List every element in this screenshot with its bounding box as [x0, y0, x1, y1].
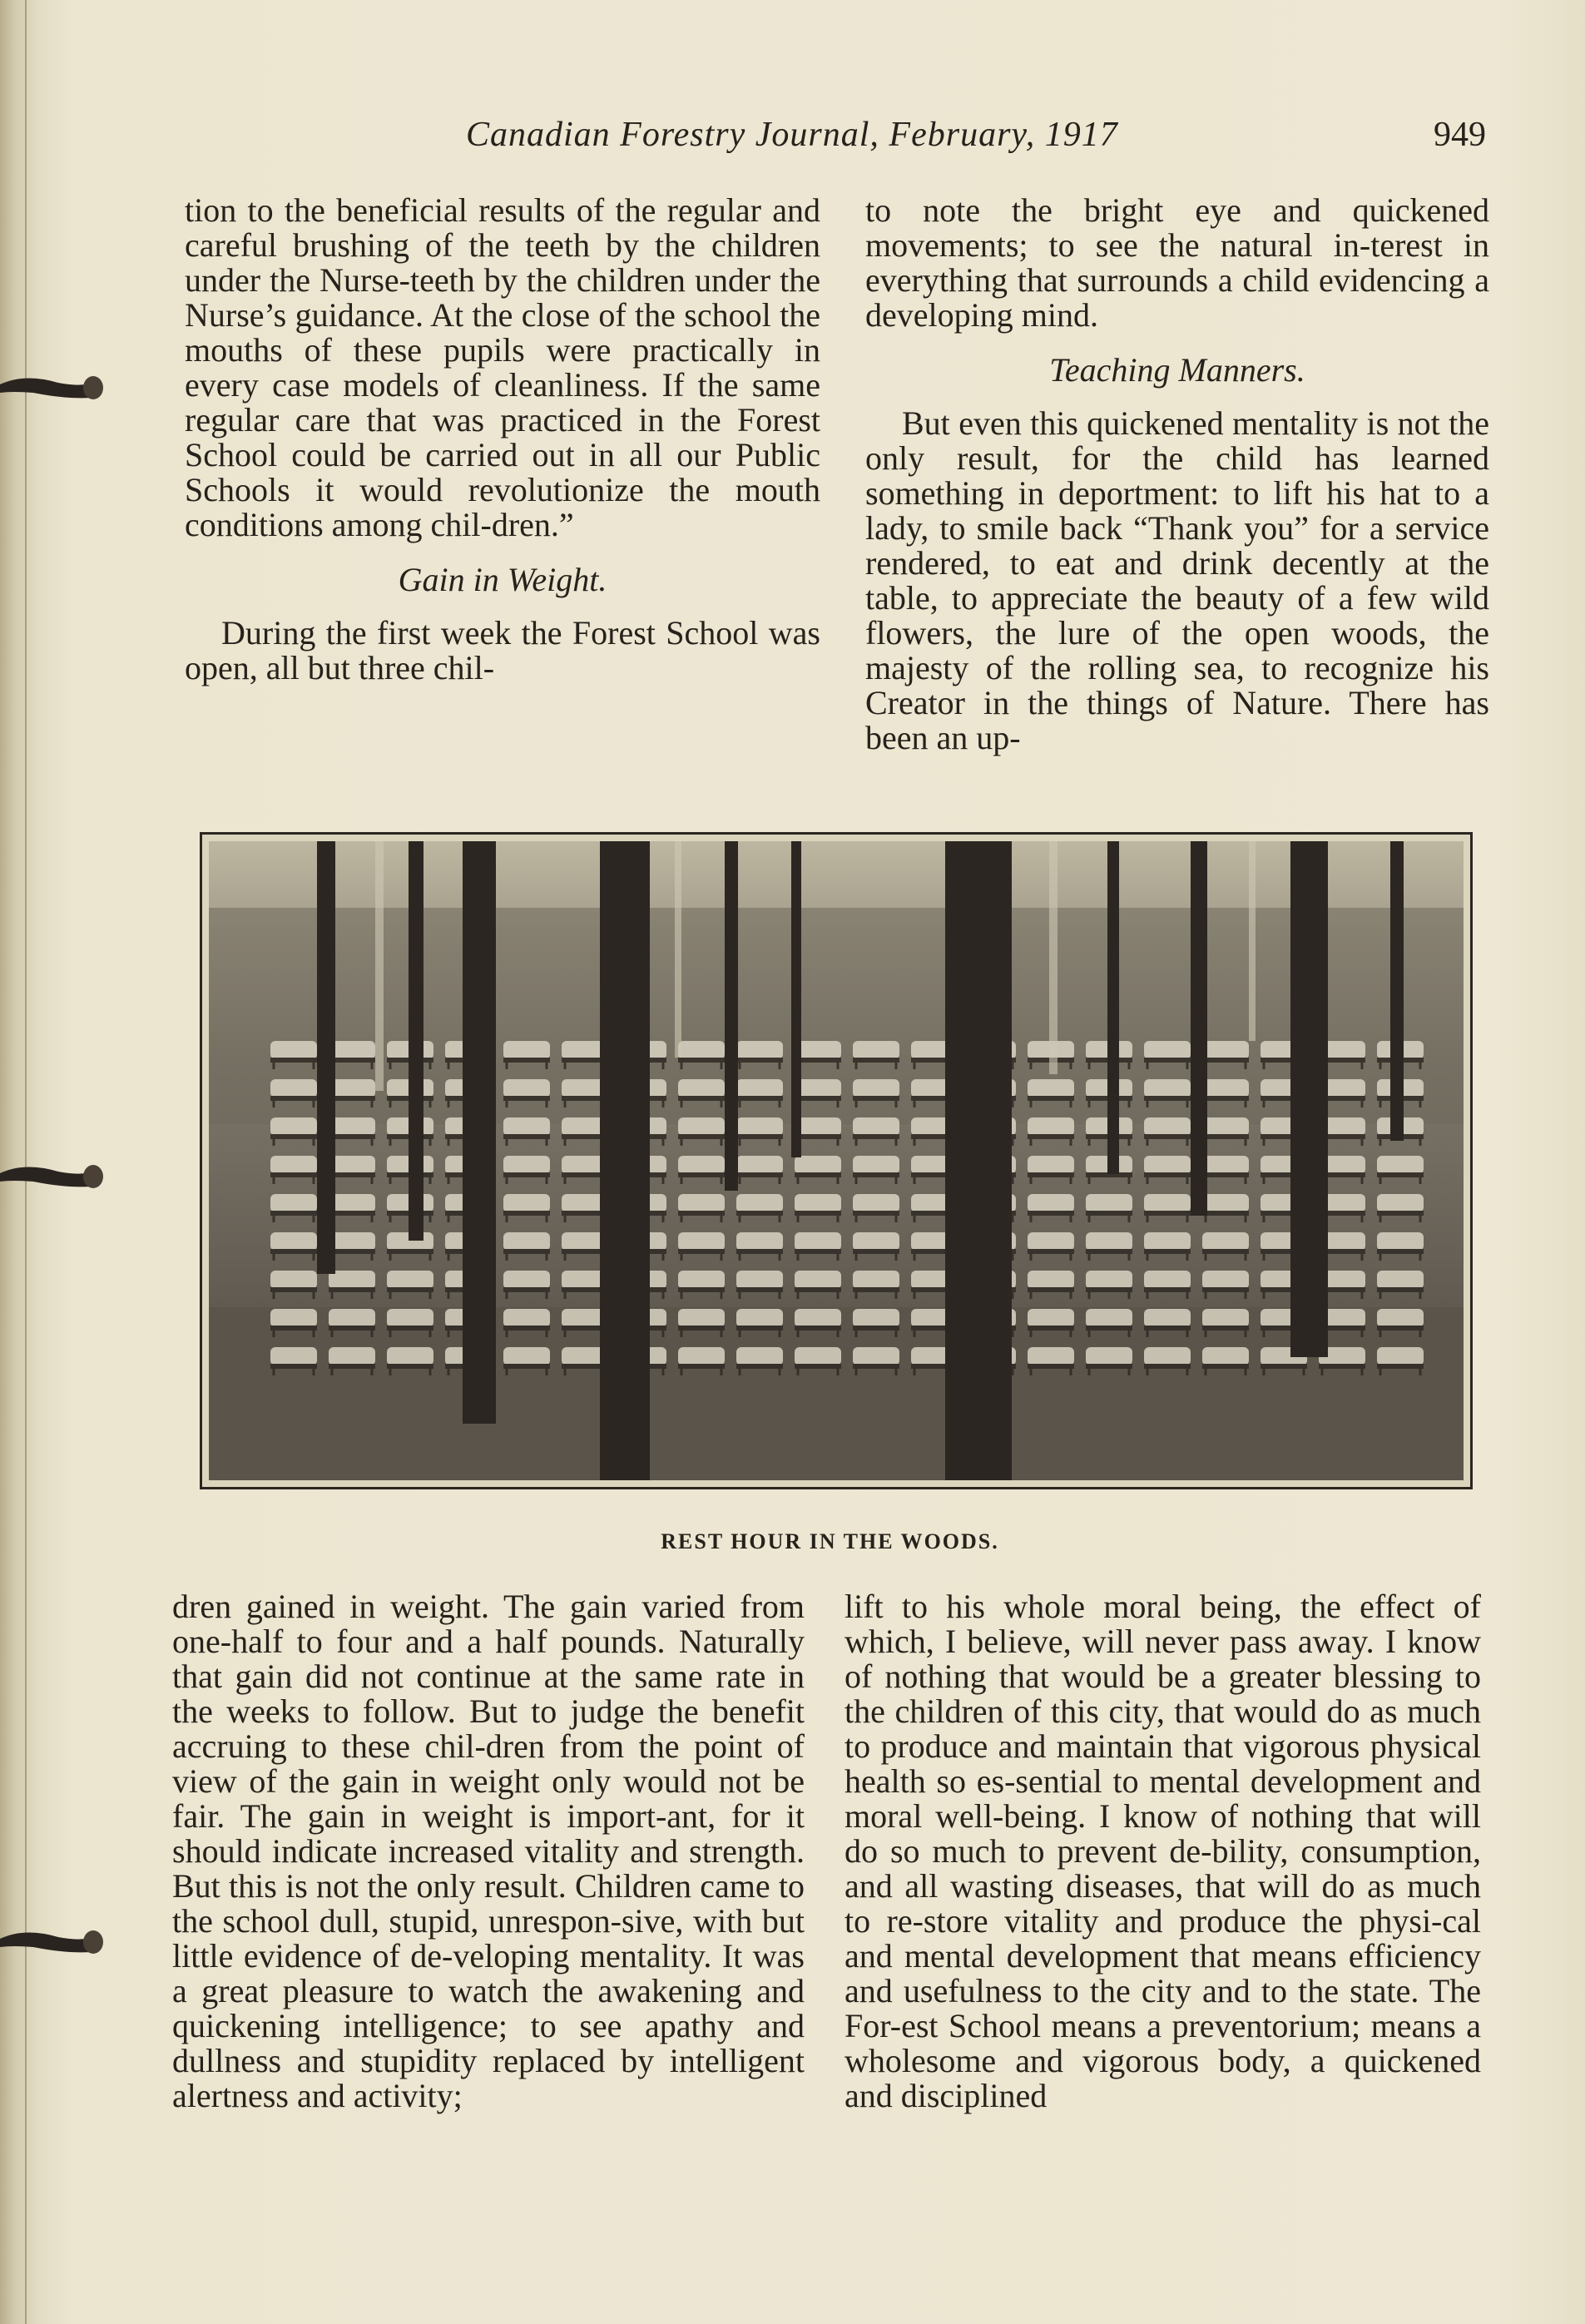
section-heading: Teaching Manners. [1049, 351, 1305, 389]
paragraph: lift to his whole moral being, the effect of which, I believe, will never pass away. I know of nothing that would be a greater blessing to the children of this city, that would do as much to produce and maintain that vigorous physical health so es-sential to mental development and moral well-being. I know of nothing that will do so much to prevent de-bility, consumption, and all wasting diseases, that will do as much to re-store vitality and produce the physi-cal and mental development that means efficiency and usefulness to the city and to the state. The For-est School means a preventorium; means a wholesome and vigorous body, a quickened and disciplined [845, 1588, 1481, 2114]
paragraph: But even this quickened mentality is not the only result, for the child has learned something in deportment: to lift his hat to a lady, to smile back “Thank you” for a service rendered, to eat and drink decently at the table, to appreciate the beauty of a few wild flowers, the lure of the open woods, the majesty of the rolling sea, to recognize his Creator in the things of Nature. There has been an up- [865, 404, 1489, 756]
binding-ring-icon [0, 1920, 104, 1957]
column-top-right [865, 193, 1489, 756]
binding-ring-icon [0, 1155, 104, 1192]
page-number: 949 [1434, 116, 1486, 154]
photo-caption: REST HOUR IN THE WOODS. [661, 1529, 999, 1553]
section-heading: Gain in Weight. [398, 561, 607, 598]
photo-image [209, 841, 1464, 1480]
paragraph: During the first week the Forest School was open, all but three chil- [185, 614, 820, 686]
column-top-left [185, 193, 820, 686]
column-bottom-left [172, 1589, 805, 2113]
binding-ring-icon [0, 366, 104, 403]
running-header: Canadian Forestry Journal, February, 1917 [466, 116, 1118, 154]
column-bottom-right [845, 1589, 1481, 2113]
paragraph: to note the bright eye and quickened movements; to see the natural in-terest in everything that surrounds a child evidencing a developing mind. [865, 191, 1489, 334]
paragraph: dren gained in weight. The gain varied from one-half to four and a half pounds. Naturally that gain did not continue at the same rate in the weeks to follow. But to judge the benefit accruing to these chil-dren from the point of view of the gain in weight only would not be fair. The gain in weight is import-ant, for it should indicate increased vitality and strength. But this is not the only result. Children came to the school dull, stupid, unrespon-sive, with but little evidence of de-veloping mentality. It was a great pleasure to watch the awakening and quickening intelligence; to see apathy and dullness and stupidity replaced by intelligent alertness and activity; [172, 1588, 805, 2114]
paragraph: tion to the beneficial results of the regular and careful brushing of the teeth by the children under the Nurse-teeth by the children under the Nurse’s guidance. At the close of the school the mouths of these pupils were practically in every case models of cleanliness. If the same regular care that was practiced in the Forest School could be carried out in all our Public Schools it would revolutionize the mouth conditions among chil-dren.” [185, 191, 820, 543]
forest-school-photo [200, 832, 1473, 1489]
